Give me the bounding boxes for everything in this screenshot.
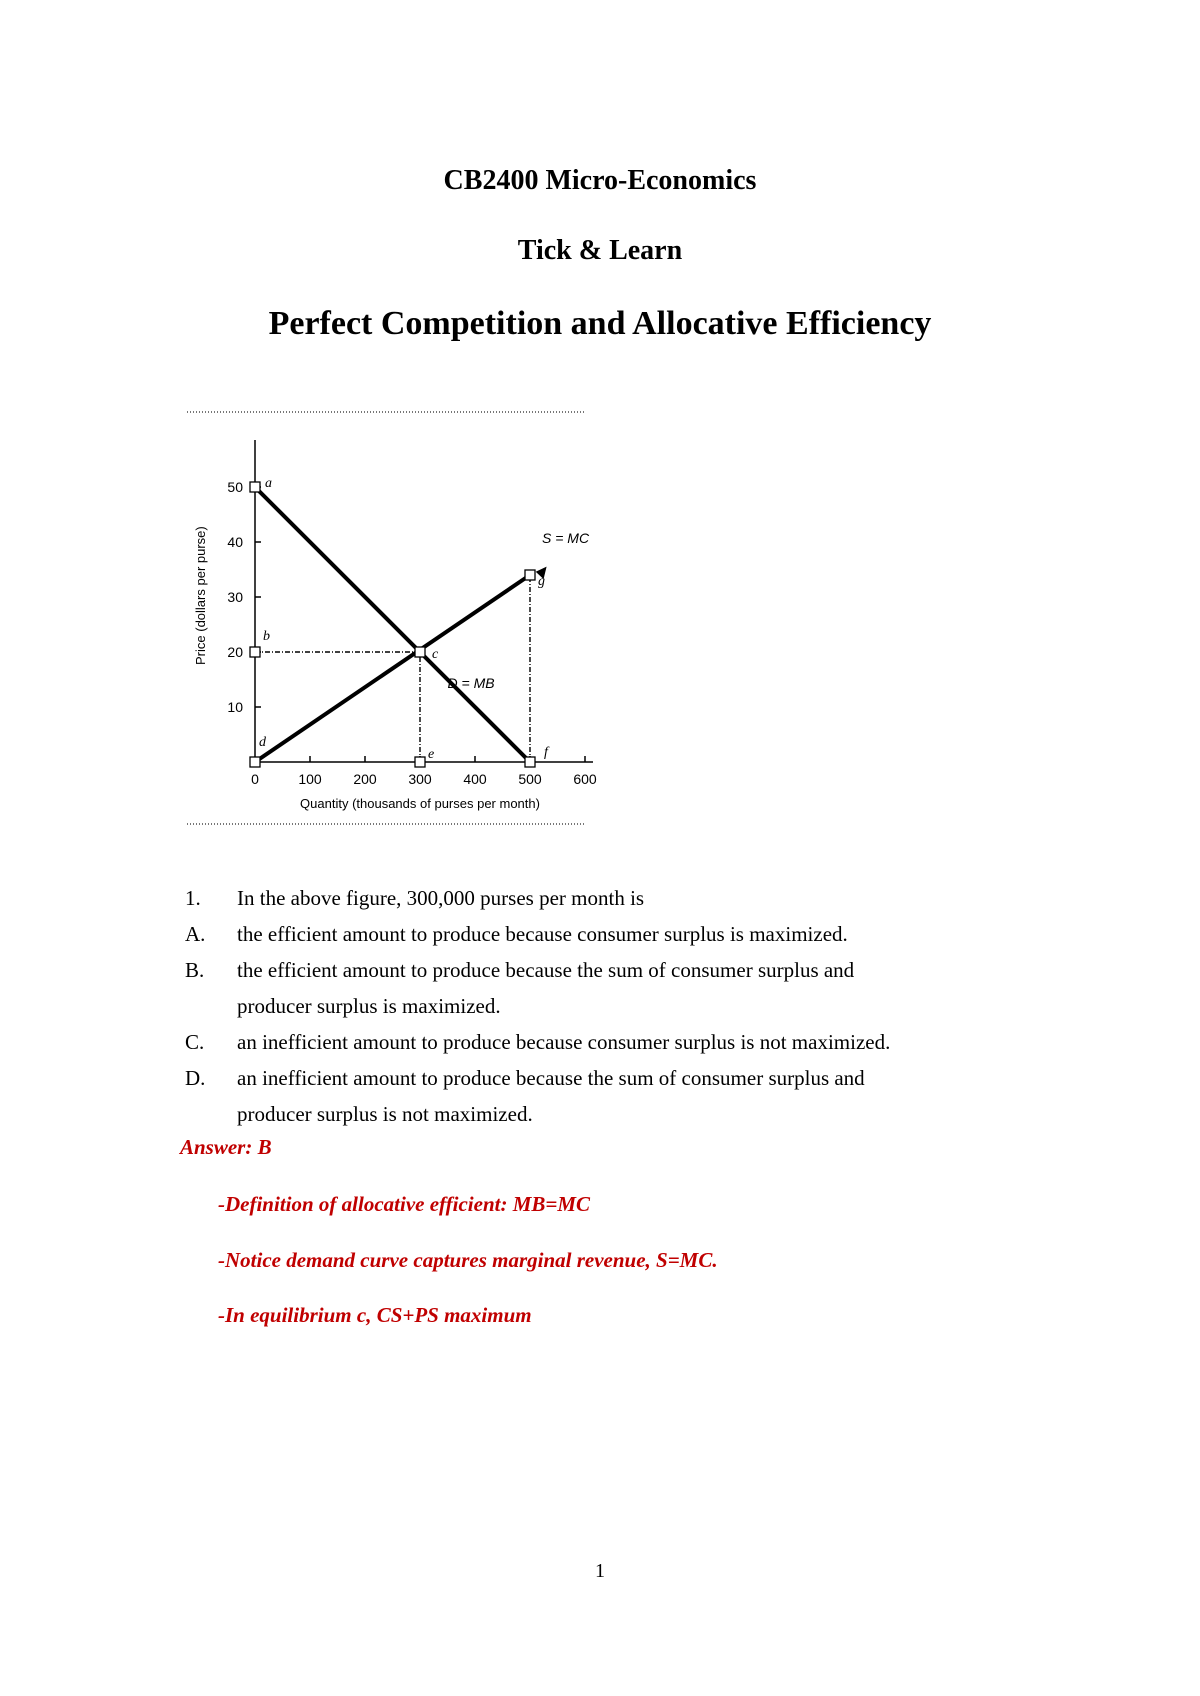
x-tick-label-300: 300	[408, 771, 432, 787]
point-marker-c	[415, 647, 425, 657]
option-d-text: an inefficient amount to produce because the sum of consumer surplus and	[237, 1066, 865, 1090]
point-label-f: f	[544, 745, 548, 760]
question-stem: In the above figure, 300,000 purses per month is	[237, 886, 645, 910]
answer-note-1: -Definition of allocative efficient: MB=MC	[218, 1192, 591, 1216]
answer-note-2: -Notice demand curve captures marginal revenue, S=MC.	[218, 1248, 718, 1272]
point-label-b: b	[263, 629, 270, 644]
chart-svg	[185, 410, 615, 830]
supply-curve	[255, 575, 530, 762]
demand-label: D = MB	[447, 674, 495, 691]
point-label-g: g	[538, 574, 545, 589]
point-marker-d	[250, 757, 260, 767]
subtitle: Tick & Learn	[517, 235, 683, 266]
y-tick-label-20: 20	[227, 644, 243, 660]
page-number: 1	[595, 1560, 605, 1582]
option-b	[185, 952, 854, 988]
answer-label: Answer: B	[180, 1135, 272, 1159]
point-label-c: c	[432, 647, 439, 662]
course-title: CB2400 Micro-Economics	[443, 165, 757, 196]
x-tick-label-200: 200	[353, 771, 377, 787]
page-title: Perfect Competition and Allocative Efficiency	[268, 305, 932, 342]
point-label-e: e	[428, 747, 435, 762]
option-c-letter: C.	[185, 1030, 205, 1054]
option-b-text-cont: producer surplus is maximized.	[237, 994, 501, 1018]
x-tick-label-600: 600	[573, 771, 597, 787]
option-b-letter: B.	[185, 958, 205, 982]
supply-label: S = MC	[542, 530, 590, 546]
y-tick-label-40: 40	[227, 534, 243, 550]
option-d	[185, 1060, 865, 1096]
y-tick-label-30: 30	[227, 589, 243, 605]
supply-demand-figure	[185, 410, 615, 830]
option-a-letter: A.	[185, 922, 206, 946]
question-number: 1.	[185, 886, 201, 910]
point-marker-a	[250, 482, 260, 492]
y-axis-label: Price (dollars per purse)	[193, 526, 208, 665]
option-d-text-cont: producer surplus is not maximized.	[237, 1102, 533, 1126]
x-tick-label-0: 0	[251, 771, 259, 787]
x-tick-label-400: 400	[463, 771, 487, 787]
option-a	[185, 916, 848, 952]
y-tick-label-50: 50	[227, 479, 243, 495]
point-marker-f	[525, 757, 535, 767]
point-label-a: a	[265, 476, 272, 491]
option-d-letter: D.	[185, 1066, 206, 1090]
x-tick-label-500: 500	[518, 771, 542, 787]
x-axis-label: Quantity (thousands of purses per month)	[300, 796, 540, 811]
point-marker-e	[415, 757, 425, 767]
option-c-text: an inefficient amount to produce because consumer surplus is not maximized.	[237, 1030, 891, 1054]
option-c	[185, 1024, 890, 1060]
answer-note-3: -In equilibrium c, CS+PS maximum	[218, 1303, 532, 1327]
question-stem-line	[185, 880, 644, 916]
demand-curve	[255, 487, 530, 762]
x-tick-label-100: 100	[298, 771, 322, 787]
option-b-text: the efficient amount to produce because the sum of consumer surplus and	[237, 958, 855, 982]
point-marker-g	[525, 570, 535, 580]
y-tick-label-10: 10	[227, 699, 243, 715]
point-label-d: d	[259, 735, 266, 750]
option-a-text: the efficient amount to produce because consumer surplus is maximized.	[237, 922, 848, 946]
point-marker-b	[250, 647, 260, 657]
